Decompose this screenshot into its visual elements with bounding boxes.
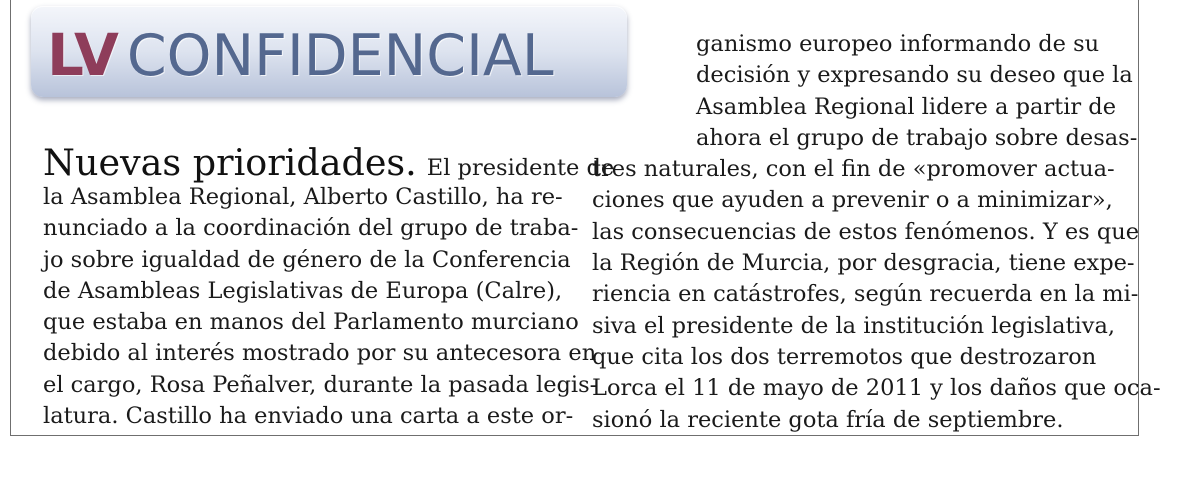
article-column-left xyxy=(43,141,615,432)
article-line: decisión y expresando su deseo que la xyxy=(696,62,1133,89)
article-line: la Región de Murcia, por desgracia, tiene expe- xyxy=(592,250,1135,277)
article-line: ahora el grupo de trabajo sobre desas- xyxy=(696,124,1138,151)
section-banner xyxy=(31,6,627,97)
article-line-text: El presidente de xyxy=(426,155,615,181)
article-line: jo sobre igualdad de género de la Conferencia xyxy=(43,246,571,273)
article-line: nunciado a la coordinación del grupo de traba- xyxy=(43,215,579,242)
article-line: Lorca el 11 de mayo de 2011 y los daños que oca- xyxy=(592,375,1161,402)
article-line: ganismo europeo informando de su xyxy=(696,31,1100,57)
article-line: que estaba en manos del Parlamento murciano xyxy=(43,309,579,336)
article-line: tres naturales, con el fin de «promover actua- xyxy=(592,156,1115,183)
article-line: las consecuencias de estos fenómenos. Y es que xyxy=(592,218,1140,245)
article-column-right xyxy=(592,29,1161,436)
article-line: siva el presidente de la institución legislativa, xyxy=(592,312,1116,339)
article-line xyxy=(43,141,615,184)
article-headline: Nuevas prioridades. xyxy=(43,141,417,184)
logo-lv: LV xyxy=(47,21,117,89)
article-line: debido al interés mostrado por su antecesora en xyxy=(43,340,597,367)
logo-confidencial: CONFIDENCIAL xyxy=(126,23,554,89)
article-line: de Asambleas Legislativas de Europa (Calre), xyxy=(43,277,563,304)
article-line: riencia en catástrofes, según recuerda en la mi- xyxy=(592,281,1139,308)
article-line: latura. Castillo ha enviado una carta a este or- xyxy=(43,403,574,430)
article-line: sionó la reciente gota fría de septiembre. xyxy=(592,406,1064,433)
article-line: Asamblea Regional lidere a partir de xyxy=(696,93,1117,120)
article-line: la Asamblea Regional, Alberto Castillo, ha re- xyxy=(43,184,563,210)
article-line: ciones que ayuden a prevenir o a minimizar», xyxy=(592,187,1113,214)
article-line: que cita los dos terremotos que destrozaron xyxy=(592,343,1097,370)
article-line: el cargo, Rosa Peñalver, durante la pasada legis- xyxy=(43,371,598,398)
banner-logo xyxy=(47,20,554,90)
